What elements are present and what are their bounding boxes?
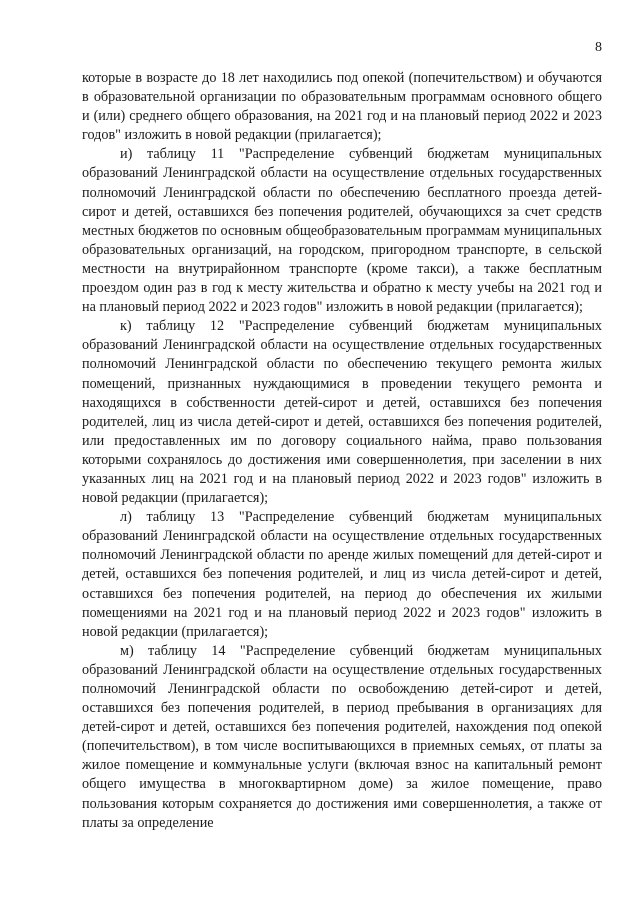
paragraph-item-m: м) таблицу 14 "Распределение субвенций бюджетам муниципальных образований Ленинградской области на осуществление отдельных государственных полномочий Ленинградской области по освобождению детей-сирот и детей, оставшихся без попечения родителей, в период пребывания в организациях для детей-сирот и детей, оставшихся без попечения родителей, нахождения под опекой (попечительством), в том числе воспитывающихся в приемных семьях, от платы за жилое помещение и коммунальные услуги (включая взнос на капитальный ремонт общего имущества в многоквартирном доме) за жилое помещение, право пользования которым сохраняется до достижения ими совершеннолетия, а также от платы за определение <box>82 642 602 831</box>
paragraph-item-k: к) таблицу 12 "Распределение субвенций бюджетам муниципальных образований Ленинградской области на осуществление отдельных государственных полномочий Ленинградской области по обеспечению текущего ремонта жилых помещений, признанных нуждающимися в проведении текущего ремонта и находящихся в собственности детей-сирот и детей, оставшихся без попечения родителей, лиц из числа детей-сирот и детей, оставшихся без попечения родителей, или предоставленных им по договору социального найма, право пользования которыми сохранялось до достижения ими совершеннолетия, при заселении в них указанных лиц на 2021 год и на плановый период 2022 и 2023 годов" изложить в новой редакции (прилагается); <box>82 318 602 507</box>
page-number: 8 <box>595 40 602 55</box>
paragraph-continuation: которые в возрасте до 18 лет находились под опекой (попечительством) и обучаются в образовательной организации по образовательным программам основного общего и (или) среднего общего образования, на 2021 год и на плановый период 2022 и 2023 годов" изложить в новой редакции (прилагается); <box>82 70 602 144</box>
paragraph-item-i: и) таблицу 11 "Распределение субвенций бюджетам муниципальных образований Ленинградской области на осуществление отдельных государственных полномочий Ленинградской области по обеспечению бесплатного проезда детей-сирот и детей, оставшихся без попечения родителей, обучающихся за счет средств местных бюджетов по основным общеобразовательным программам муниципальных образовательных организаций, на городском, пригородном транспорте, в сельской местности на внутрирайонном транспорте (кроме такси), а также бесплатным проездом один раз в год к месту жительства и обратно к месту учебы на 2021 год и на плановый период 2022 и 2023 годов" изложить в новой редакции (прилагается); <box>82 146 602 316</box>
document-body <box>82 69 602 833</box>
paragraph-item-l: л) таблицу 13 "Распределение субвенций бюджетам муниципальных образований Ленинградской области на осуществление отдельных государственных полномочий Ленинградской области по аренде жилых помещений для детей-сирот и детей, оставшихся без попечения родителей, и лиц из числа детей-сирот и детей, оставшихся без попечения родителей, на период до обеспечения их жилыми помещениями на 2021 год и на плановый период 2022 и 2023 годов" изложить в новой редакции (прилагается); <box>82 509 602 640</box>
